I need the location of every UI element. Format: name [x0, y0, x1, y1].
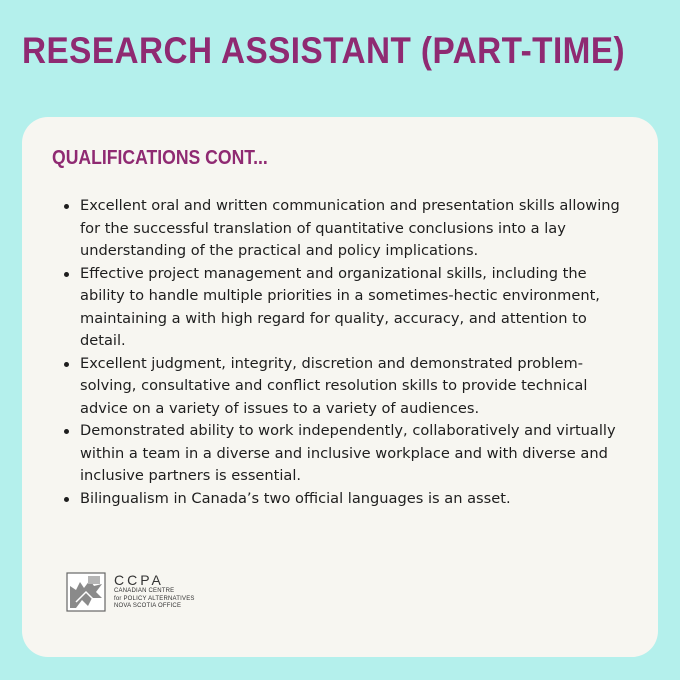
bullet-dot-icon — [64, 272, 69, 277]
logo-line-3: NOVA SCOTIA OFFICE — [114, 603, 182, 609]
bullet-dot-icon — [64, 497, 69, 502]
bullet-dot-icon — [64, 204, 69, 209]
list-item-text: Excellent oral and written communication and presentation skills allowing for the successful translation of quantitative conclusions into a lay understanding of the practical and policy implications. — [80, 197, 620, 259]
list-item-text: Excellent judgment, integrity, discretion and demonstrated problem-solving, consultative and conflict resolution skills to provide technical advice on a variety of issues to a variety of audiences. — [80, 354, 588, 417]
list-item — [60, 488, 630, 511]
qualifications-list — [60, 195, 630, 510]
bullet-dot-icon — [64, 429, 69, 434]
list-item — [60, 263, 630, 353]
logo-line-2: for POLICY ALTERNATIVES — [114, 595, 195, 602]
list-item-text: Bilingualism in Canada’s two official languages is an asset. — [80, 489, 511, 507]
ccpa-logo-mark-icon — [66, 572, 106, 612]
section-heading: QUALIFICATIONS CONT... — [52, 147, 268, 169]
list-item — [60, 353, 630, 421]
list-item-text: Demonstrated ability to work independently, collaboratively and virtually within a team in a diverse and inclusive workplace and with diverse and inclusive partners is essential. — [80, 422, 616, 484]
list-item-text: Effective project management and organizational skills, including the ability to handle multiple priorities in a sometimes-hectic environment, maintaining a with high regard for quality, accuracy, and attention to detail. — [80, 264, 600, 349]
logo-text — [114, 572, 195, 611]
page-title: RESEARCH ASSISTANT (PART-TIME) — [22, 30, 626, 71]
logo-name: CCPA — [114, 572, 164, 588]
list-item — [60, 420, 630, 488]
logo-line-1: CANADIAN CENTRE — [114, 588, 175, 594]
bullet-dot-icon — [64, 362, 69, 367]
list-item — [60, 195, 630, 263]
qualifications-card — [22, 117, 658, 657]
